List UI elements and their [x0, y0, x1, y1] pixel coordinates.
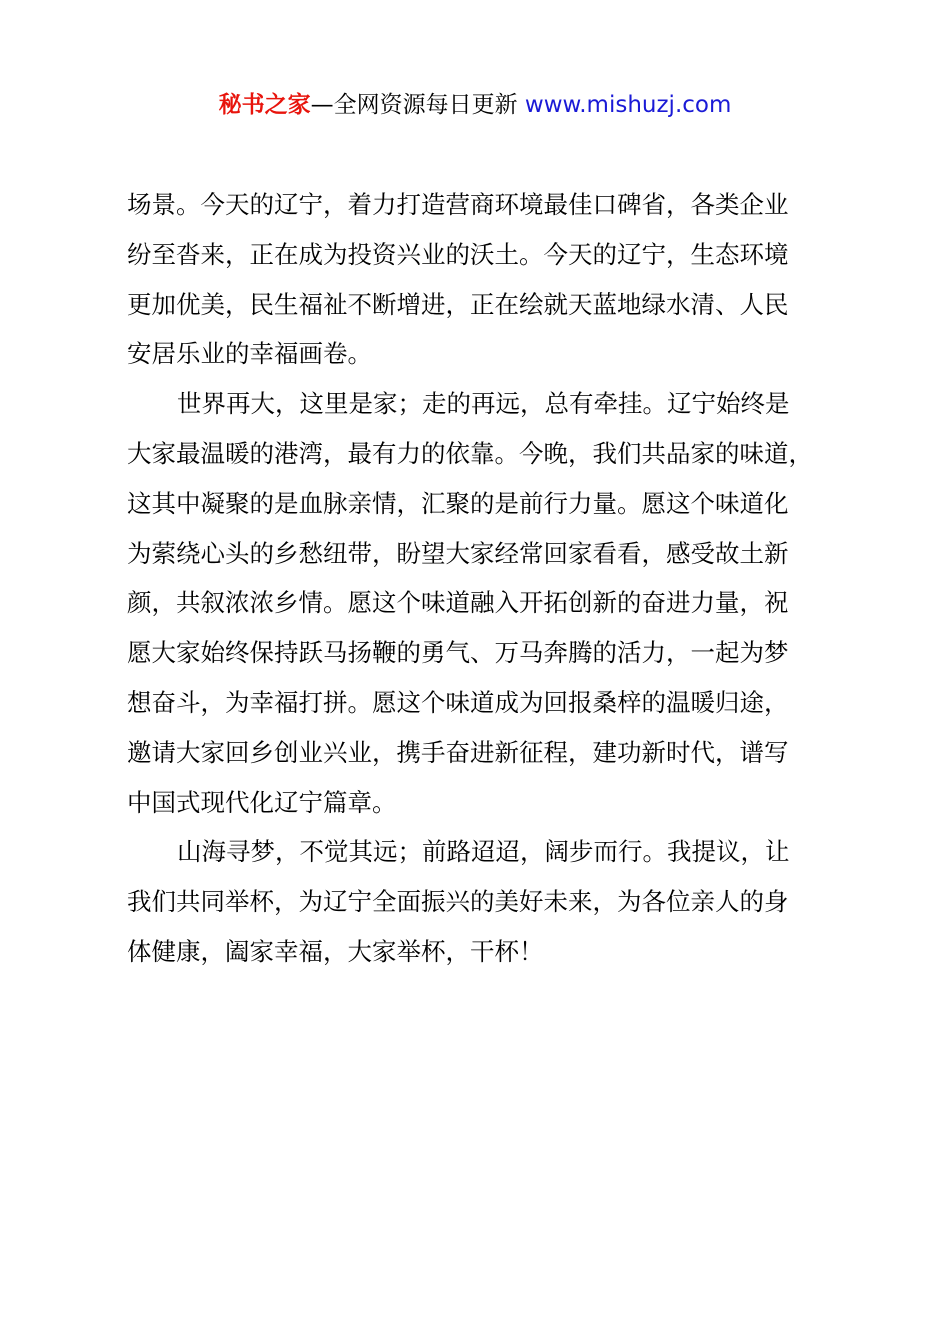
text-line: 中国式现代化辽宁篇章。 [127, 787, 397, 817]
text-line: 愿大家始终保持跃马扬鞭的勇气、万马奔腾的活力，一起为梦 [127, 638, 789, 668]
text-line: 为萦绕心头的乡愁纽带，盼望大家经常回家看看，感受故土新 [127, 538, 789, 568]
text-line: 纷至沓来，正在成为投资兴业的沃土。今天的辽宁，生态环境 [127, 239, 789, 269]
text-line: 这其中凝聚的是血脉亲情，汇聚的是前行力量。愿这个味道化 [127, 488, 789, 518]
paragraph [127, 827, 847, 976]
text-line: 邀请大家回乡创业兴业，携手奋进新征程，建功新时代，谱写 [127, 737, 789, 767]
paragraph [127, 180, 847, 379]
text-line: 想奋斗，为幸福打拼。愿这个味道成为回报桑梓的温暖归途， [127, 687, 789, 717]
document-body [127, 180, 847, 977]
text-line: 更加优美，民生福祉不断增进，正在绘就天蓝地绿水清、人民 [127, 289, 789, 319]
site-url-link[interactable]: www.mishuzj.com [524, 92, 732, 118]
page-header [0, 88, 950, 122]
text-line: 大家最温暖的港湾，最有力的依靠。今晚，我们共品家的味道， [127, 438, 813, 468]
text-line: 体健康，阖家幸福，大家举杯，干杯！ [127, 936, 544, 966]
text-line: 场景。今天的辽宁，着力打造营商环境最佳口碑省，各类企业 [127, 190, 789, 219]
paragraph [127, 379, 847, 827]
brand-name: 秘书之家 [218, 92, 311, 118]
header-tagline: —全网资源每日更新 [310, 92, 525, 118]
text-line: 山海寻梦，不觉其远；前路迢迢，阔步而行。我提议，让 [177, 837, 790, 867]
text-line: 世界再大，这里是家；走的再远，总有牵挂。辽宁始终是 [177, 389, 790, 419]
text-line: 颜，共叙浓浓乡情。愿这个味道融入开拓创新的奋进力量，祝 [127, 588, 789, 618]
text-line: 安居乐业的幸福画卷。 [127, 339, 372, 369]
text-line: 我们共同举杯，为辽宁全面振兴的美好未来，为各位亲人的身 [127, 887, 789, 917]
